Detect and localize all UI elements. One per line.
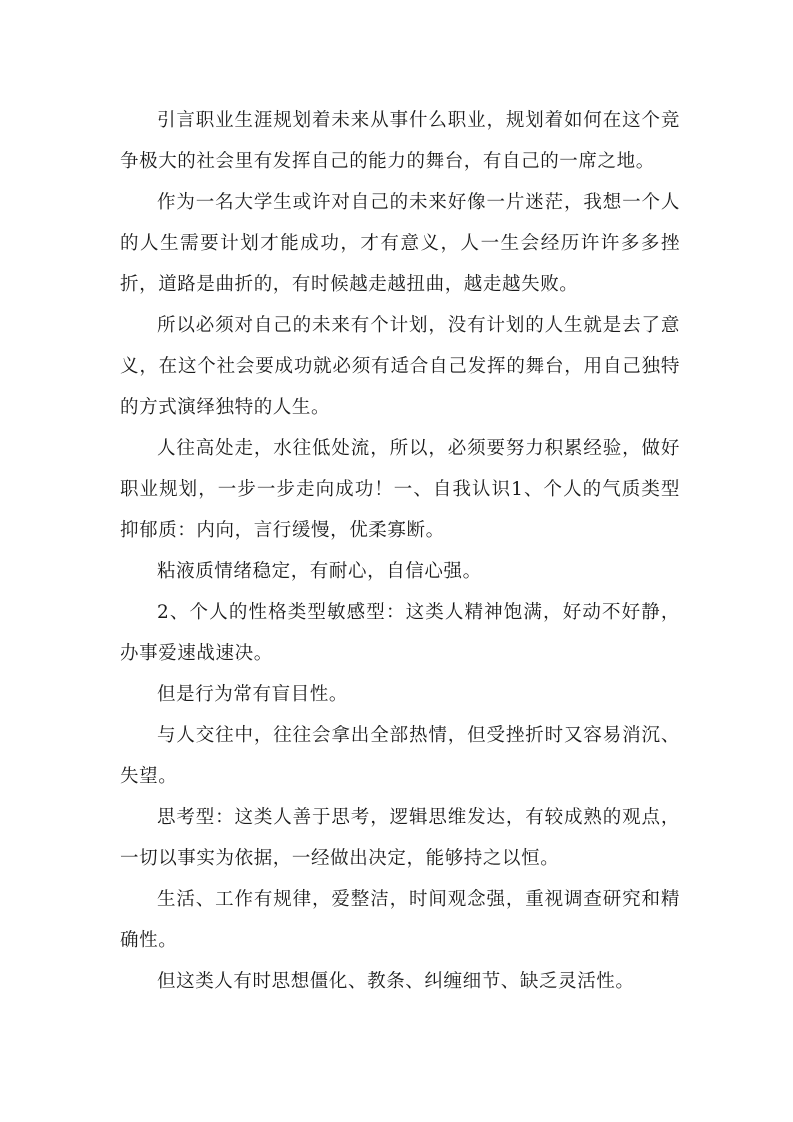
paragraph-phlegmatic: 粘液质情绪稳定，有耐心，自信心强。 [157,561,482,582]
paragraph-need-plan: 所以必须对自己的未来有个计划，没有计划的人生就是去了意义，在这个社会要成功就必须有适合自己发挥的舞台，用自己独特的方式演绎独特的人生。 [120,315,680,418]
paragraph-regular-life: 生活、工作有规律，爱整洁，时间观念强，重视调查研究和精确性。 [120,889,680,951]
paragraph-thinking-type: 思考型：这类人善于思考，逻辑思维发达，有较成熟的观点，一切以事实为依据，一经做出决定，能够持之以恒。 [120,807,680,869]
paragraph-blindness: 但是行为常有盲目性。 [157,684,349,705]
paragraph-sensitive-type: 2、个人的性格类型敏感型：这类人精神饱满，好动不好静，办事爱速战速决。 [120,602,680,664]
paragraph-social-interaction: 与人交往中，往往会拿出全部热情，但受挫折时又容易消沉、失望。 [120,725,680,787]
document-body [120,100,680,1002]
paragraph-self-awareness: 人往高处走，水往低处流，所以，必须要努力积累经验，做好职业规划，一步一步走向成功！一、自我认识1、个人的气质类型抑郁质：内向，言行缓慢，优柔寡断。 [120,438,680,541]
paragraph-intro: 引言职业生涯规划着未来从事什么职业，规划着如何在这个竞争极大的社会里有发挥自己的能力的舞台，有自己的一席之地。 [120,110,680,172]
paragraph-college-student: 作为一名大学生或许对自己的未来好像一片迷茫，我想一个人的人生需要计划才能成功，才有意义，人一生会经历许许多多挫折，道路是曲折的，有时候越走越扭曲，越走越失败。 [120,192,680,295]
paragraph-rigid-thinking: 但这类人有时思想僵化、教条、纠缠细节、缺乏灵活性。 [157,971,635,992]
